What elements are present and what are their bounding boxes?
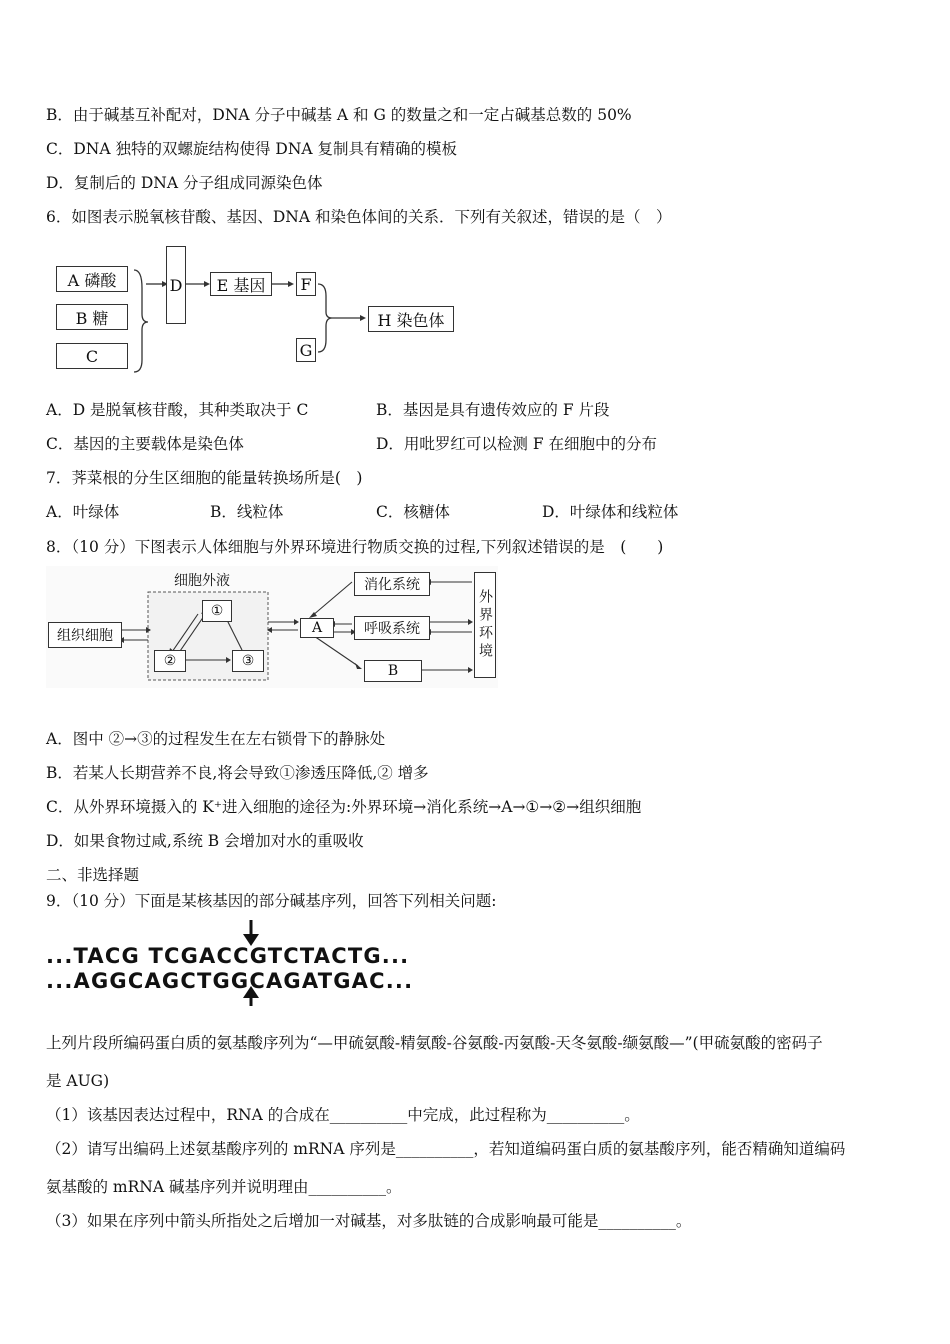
q7-option-c: C．核糖体 (376, 503, 450, 521)
q8-option-a: A．图中 ②→③的过程发生在左右锁骨下的静脉处 (46, 730, 386, 748)
node-2-box: ② (154, 650, 186, 672)
q9-subquestion-1: （1）该基因表达过程中，RNA 的合成在__________中完成，此过程称为__________。 (46, 1106, 640, 1124)
q7-option-d: D．叶绿体和线粒体 (542, 503, 679, 521)
chromosome-box: H 染色体 (368, 306, 454, 332)
node-1-box: ① (202, 600, 232, 622)
q6-option-a: A．D 是脱氧核苷酸，其种类取决于 C (46, 401, 309, 419)
q8-stem: 8．（10 分）下图表示人体细胞与外界环境进行物质交换的过程,下列叙述错误的是 ( ) (46, 538, 664, 556)
outside-environment-box: 外界环境 (474, 572, 496, 678)
g-box: G (296, 338, 316, 362)
a-box: A (300, 618, 334, 638)
digestive-system-box: 消化系统 (354, 572, 430, 596)
extracellular-label: 细胞外液 (174, 573, 230, 589)
dna-strand-bottom: ...AGGCAGCTGGCAGATGAC... (46, 969, 414, 993)
d-box: D (166, 246, 186, 324)
q9-subquestion-3: （3）如果在序列中箭头所指处之后增加一对碱基，对多肽链的合成影响最可能是__________。 (46, 1212, 692, 1230)
q6-option-b: B．基因是具有遗传效应的 F 片段 (376, 401, 610, 419)
tissue-cell-box: 组织细胞 (48, 622, 122, 648)
q9-subquestion-2b: 氨基酸的 mRNA 碱基序列并说明理由__________。 (46, 1178, 402, 1196)
q9-stem: 9．（10 分）下面是某核基因的部分碱基序列，回答下列相关问题: (46, 892, 497, 910)
q8-option-d: D．如果食物过咸,系统 B 会增加对水的重吸收 (46, 832, 364, 850)
q6-diagram (46, 236, 466, 376)
q9-paragraph-2: 是 AUG) (46, 1072, 110, 1090)
q7-stem: 7．荠菜根的分生区细胞的能量转换场所是( ) (46, 469, 363, 487)
phosphate-box: A 磷酸 (56, 266, 128, 292)
q7-option-a: A．叶绿体 (46, 503, 120, 521)
sugar-box: B 糖 (56, 304, 128, 330)
dna-strand-top: ...TACG TCGACCGTCTACTG... (46, 944, 410, 968)
c-box: C (56, 343, 128, 369)
q6-stem: 6．如图表示脱氧核苷酸、基因、DNA 和染色体间的关系．下列有关叙述，错误的是（ ） (46, 208, 672, 226)
q9-paragraph-1: 上列片段所编码蛋白质的氨基酸序列为“—甲硫氨酸-精氨酸-谷氨酸-丙氨酸-天冬氨酸-缬氨酸—”(甲硫氨酸的密码子 (46, 1034, 823, 1052)
f-box: F (296, 272, 316, 296)
q9-subquestion-2a: （2）请写出编码上述氨基酸序列的 mRNA 序列是__________，若知道编码蛋白质的氨基酸序列，能否精确知道编码 (46, 1140, 846, 1158)
q5-option-d: D．复制后的 DNA 分子组成同源染色体 (46, 174, 323, 192)
q8-option-c: C．从外界环境摄入的 K⁺进入细胞的途径为:外界环境→消化系统→A→①→②→组织细胞 (46, 798, 642, 816)
q6-option-d: D．用吡罗红可以检测 F 在细胞中的分布 (376, 435, 658, 453)
q8-diagram (46, 566, 498, 688)
q7-option-b: B．线粒体 (210, 503, 284, 521)
b-box: B (364, 660, 422, 682)
q5-option-b: B．由于碱基互补配对，DNA 分子中碱基 A 和 G 的数量之和一定占碱基总数的 50% (46, 106, 632, 124)
respiratory-system-box: 呼吸系统 (354, 616, 430, 640)
gene-box: E 基因 (210, 272, 272, 296)
section-heading: 二、非选择题 (46, 866, 140, 884)
q8-option-b: B．若某人长期营养不良,将会导致①渗透压降低,② 增多 (46, 764, 429, 782)
q6-option-c: C．基因的主要载体是染色体 (46, 435, 244, 453)
q5-option-c: C．DNA 独特的双螺旋结构使得 DNA 复制具有精确的模板 (46, 140, 458, 158)
node-3-box: ③ (232, 650, 264, 672)
